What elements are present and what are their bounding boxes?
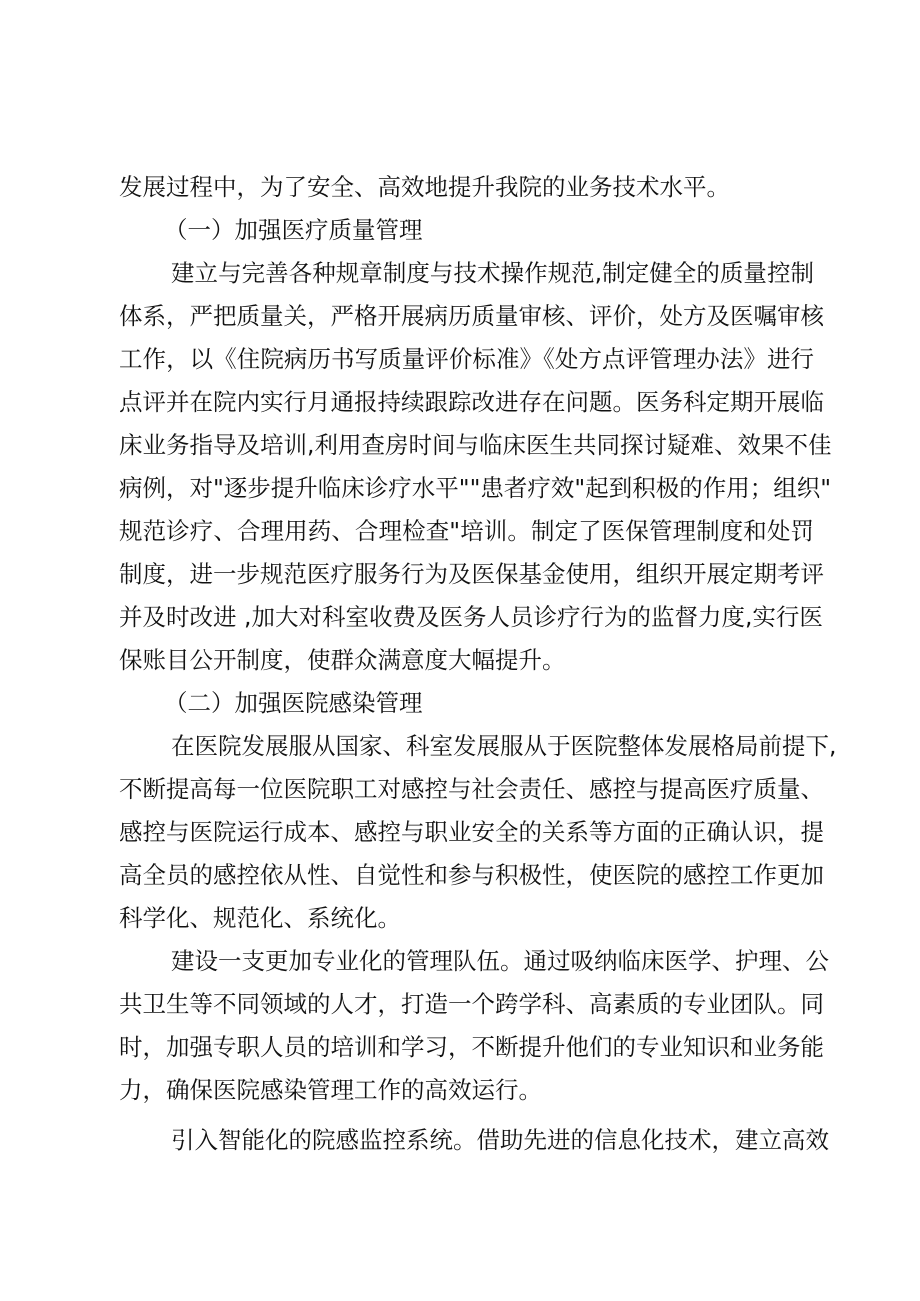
paragraph-line: 制度，进一步规范医疗服务行为及医保基金使用，组织开展定期考评 — [119, 560, 824, 588]
paragraph-line: 保账目公开制度，使群众满意度大幅提升。 — [119, 646, 566, 674]
paragraph-line: 体系，严把质量关，严格开展病历质量审核、评价，处方及医嘱审核 — [119, 302, 824, 330]
paragraph-line: 科学化、规范化、系统化。 — [119, 904, 401, 932]
paragraph-line: 点评并在院内实行月通报持续跟踪改进存在问题。医务科定期开展临 — [119, 388, 824, 416]
paragraph-line: 时，加强专职人员的培训和学习，不断提升他们的专业知识和业务能 — [119, 1033, 824, 1061]
paragraph-line: 床业务指导及培训,利用查房时间与临床医生共同探讨疑难、效果不佳 — [119, 431, 832, 459]
paragraph-line: 共卫生等不同领域的人才，打造一个跨学科、高素质的专业团队。同 — [119, 990, 824, 1018]
paragraph-line: 建设一支更加专业化的管理队伍。通过吸纳临床医学、护理、公 — [171, 947, 829, 975]
section-heading-infection-control: （二）加强医院感染管理 — [164, 689, 423, 717]
paragraph-line: 在医院发展服从国家、科室发展服从于医院整体发展格局前提下, — [171, 732, 837, 760]
paragraph-line: 规范诊疗、合理用药、合理检查"培训。制定了医保管理制度和处罚 — [119, 517, 814, 545]
paragraph-line: 工作，以《住院病历书写质量评价标准》《处方点评管理办法》进行 — [119, 345, 814, 373]
paragraph-line: 高全员的感控依从性、自觉性和参与积极性，使医院的感控工作更加 — [119, 861, 824, 889]
section-heading-medical-quality: （一）加强医疗质量管理 — [164, 216, 423, 244]
paragraph-line: 力，确保医院感染管理工作的高效运行。 — [119, 1076, 542, 1104]
paragraph-line: 不断提高每一位医院职工对感控与社会责任、感控与提高医疗质量、 — [119, 775, 824, 803]
paragraph-line: 引入智能化的院感监控系统。借助先进的信息化技术，建立高效 — [171, 1126, 829, 1154]
paragraph-line: 感控与医院运行成本、感控与职业安全的关系等方面的正确认识，提 — [119, 818, 824, 846]
paragraph-line: 建立与完善各种规章制度与技术操作规范,制定健全的质量控制 — [171, 259, 814, 287]
paragraph-line: 发展过程中，为了安全、高效地提升我院的业务技术水平。 — [119, 173, 730, 201]
paragraph-line: 病例，对"逐步提升临床诊疗水平""患者疗效"起到积极的作用；组织" — [119, 474, 832, 502]
paragraph-line: 并及时改进 ,加大对科室收费及医务人员诊疗行为的监督力度,实行医 — [119, 603, 823, 631]
